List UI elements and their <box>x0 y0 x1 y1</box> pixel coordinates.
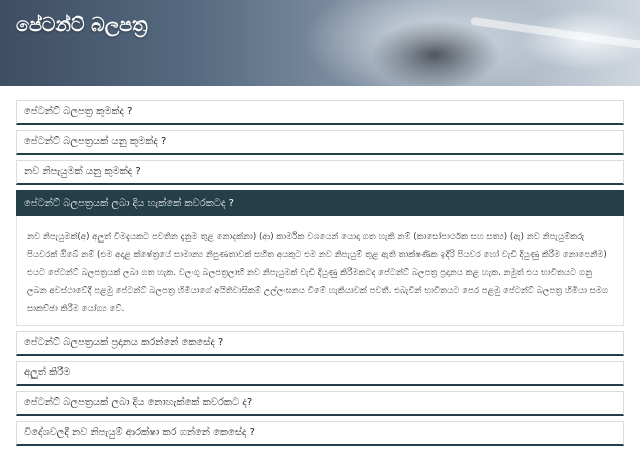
accordion-header-patent-definition[interactable]: පේටන්ට් බලපත්‍රයක් යනු කුමක්ද ? <box>16 130 624 155</box>
accordion-header-foreign-protection[interactable]: විදේශවලදී නව නිපැයුම් ආරක්ෂා කර ගන්නේ කෙසේද ? <box>16 421 624 446</box>
accordion-header-what-is-patent[interactable]: පේටන්ට් බලපත්‍ර කුමක්ද ? <box>16 100 624 125</box>
accordion-header-how-granted[interactable]: පේටන්ට් බලපත්‍රයක් ප්‍රදානය කරන්නේ කෙසේද ? <box>16 331 624 356</box>
page-banner <box>0 0 640 86</box>
accordion-item <box>16 100 624 125</box>
accordion-item <box>16 331 624 356</box>
accordion-item-expanded <box>16 190 624 326</box>
accordion-item <box>16 160 624 185</box>
banner-image-shadow <box>370 20 500 86</box>
page-title: පේටන්ට් බලපත්‍ර <box>16 14 148 36</box>
accordion-item <box>16 421 624 446</box>
accordion-header-patentable[interactable]: පේටන්ට් බලපත්‍රයක් ලබා දිය හැක්කේ කවරකටද ? <box>16 190 624 216</box>
accordion-header-new-invention[interactable]: නව නිපැයුමක් යනු කුමක්ද ? <box>16 160 624 185</box>
accordion-header-not-patentable[interactable]: පේටන්ට් බලපත්‍රයක් ලබා දිය නොහැක්කේ කවරකට ද? <box>16 391 624 416</box>
accordion-body-text: නව නිපැයුමක්(අ) අලුත් විමදැයකට පවතින දැනුම තුළ නොදක්නා) (ආ) කාර්මික වශයෙන් යොදා ගත හැකි නම් (කාසෝපාර්ථක සහ සත්‍ය) (ඇ) නව නිපැයුම්කරු පියවරක් ඔිබේ නම් (එම අදාළ ක්ෂේත්‍රයේ සාමාන්‍ය නිපුණතාවක් සහිත අයකුට එම නව නිපැයුම් තුළ ඇති තාක්ෂණික ඉදිරි පියවර හෝ වැඩි දියුණු කිරීම නොපෙනීම) එයට පේටන්ට් බලපත්‍රයක් ලබා ගත හැක. වලංගු බලපත්‍රලාභී නව නිපැයුමක් වැඩි දියුණු කිරීමකටද පේටන්ට් බලපත්‍ර ප්‍රදානය කළ හැක. නමුත් එය භාවිතයට ගනු ලබන අවස්ථාවේදී පළමු පේටන්ට් බලපත්‍ර හිමියාගේ අයිතිවාසිකම් උල්ලංඝනය වීමේ හැකියාවක් පවතී. එබැවින් භාවිතයට පෙර පළමු පේටන්ට් බලපත්‍ර හිමියා සමග සාකච්ඡා කිරීම යෝග්‍ය වේ. <box>16 216 624 326</box>
accordion-item <box>16 361 624 386</box>
accordion-item <box>16 130 624 155</box>
accordion-item <box>16 391 624 416</box>
faq-accordion <box>16 100 624 451</box>
accordion-header-renewal[interactable]: අලුත් කිරීම <box>16 361 624 386</box>
